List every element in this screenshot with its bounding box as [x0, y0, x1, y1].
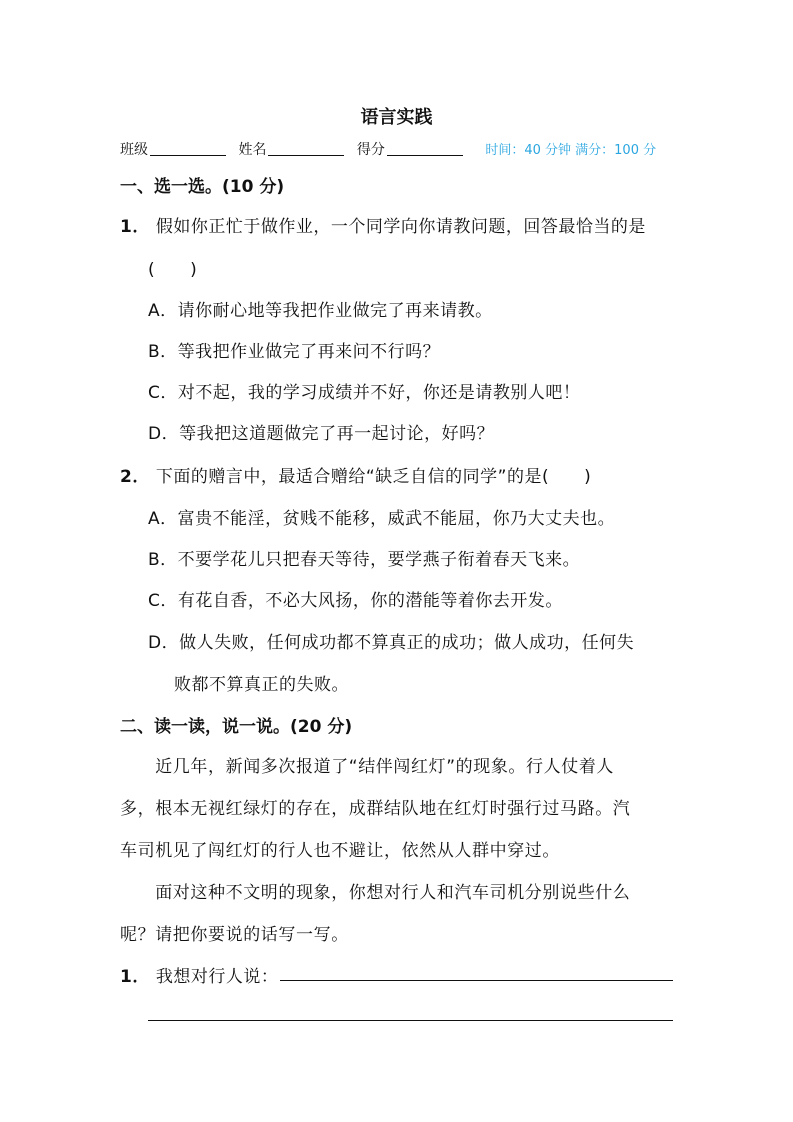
question-text: 假如你正忙于做作业，一个同学向你请教问题，回答最恰当的是	[155, 217, 646, 237]
class-blank[interactable]	[150, 141, 226, 156]
section-1-heading: 一、选一选。(10 分)	[120, 177, 285, 197]
answer-line-2[interactable]	[148, 1020, 673, 1021]
question-2-option-c[interactable]: C．有花自香，不必大风扬，你的潜能等着你去开发。	[148, 591, 563, 611]
score-label: 得分	[356, 142, 385, 158]
question-1-stem	[120, 212, 646, 237]
question-1-option-d[interactable]: D．等我把这道题做完了再一起讨论，好吗？	[148, 424, 495, 444]
question-text: 下面的赠言中，最适合赠给“缺乏自信的同学”的是( )	[155, 467, 592, 487]
question-2-option-a[interactable]: A．富贵不能淫，贫贱不能移，威武不能屈，你乃大丈夫也。	[148, 509, 616, 529]
name-label: 姓名	[238, 142, 267, 158]
time-score-info: 时间：40 分钟 满分：100 分	[485, 143, 657, 158]
question-1-option-a[interactable]: A．请你耐心地等我把作业做完了再来请教。	[148, 301, 493, 321]
question-number: 1．	[120, 217, 150, 237]
page-title: 语言实践	[360, 107, 433, 128]
section-2-question-1	[120, 962, 278, 987]
question-number: 1．	[120, 967, 150, 987]
question-text: 我想对行人说：	[155, 967, 279, 987]
question-number: 2．	[120, 467, 150, 487]
passage-line-2: 多，根本无视红绿灯的存在，成群结队地在红灯时强行过马路。汽	[120, 799, 631, 819]
question-2-option-b[interactable]: B．不要学花儿只把春天等待，要学燕子衔着春天飞来。	[148, 550, 581, 570]
question-2-option-d-continued: 败都不算真正的失败。	[174, 675, 349, 695]
student-info-row	[120, 139, 680, 159]
score-blank[interactable]	[387, 141, 463, 156]
class-label: 班级	[120, 142, 148, 158]
passage-line-3: 车司机见了闯红灯的行人也不避让，依然从人群中穿过。	[120, 841, 560, 861]
passage-line-1: 近几年，新闻多次报道了“结伴闯红灯”的现象。行人仗着人	[120, 757, 615, 777]
question-2-option-d[interactable]: D．做人失败，任何成功都不算真正的成功；做人成功，任何失	[148, 633, 635, 653]
question-1-option-b[interactable]: B．等我把作业做完了再来问不行吗？	[148, 342, 441, 362]
class-field	[120, 139, 226, 159]
section-2-heading: 二、读一读，说一说。(20 分)	[120, 717, 353, 737]
answer-line-1[interactable]	[280, 980, 673, 981]
name-blank[interactable]	[268, 141, 344, 156]
question-1-option-c[interactable]: C．对不起，我的学习成绩并不好，你还是请教别人吧！	[148, 383, 581, 403]
passage-line-5: 呢？请把你要说的话写一写。	[120, 925, 349, 945]
passage-line-4: 面对这种不文明的现象，你想对行人和汽车司机分别说些什么	[120, 883, 631, 903]
question-1-answer-paren[interactable]: ( )	[148, 260, 198, 280]
score-field	[357, 139, 463, 159]
name-field	[238, 139, 344, 159]
question-2-stem	[120, 462, 591, 487]
